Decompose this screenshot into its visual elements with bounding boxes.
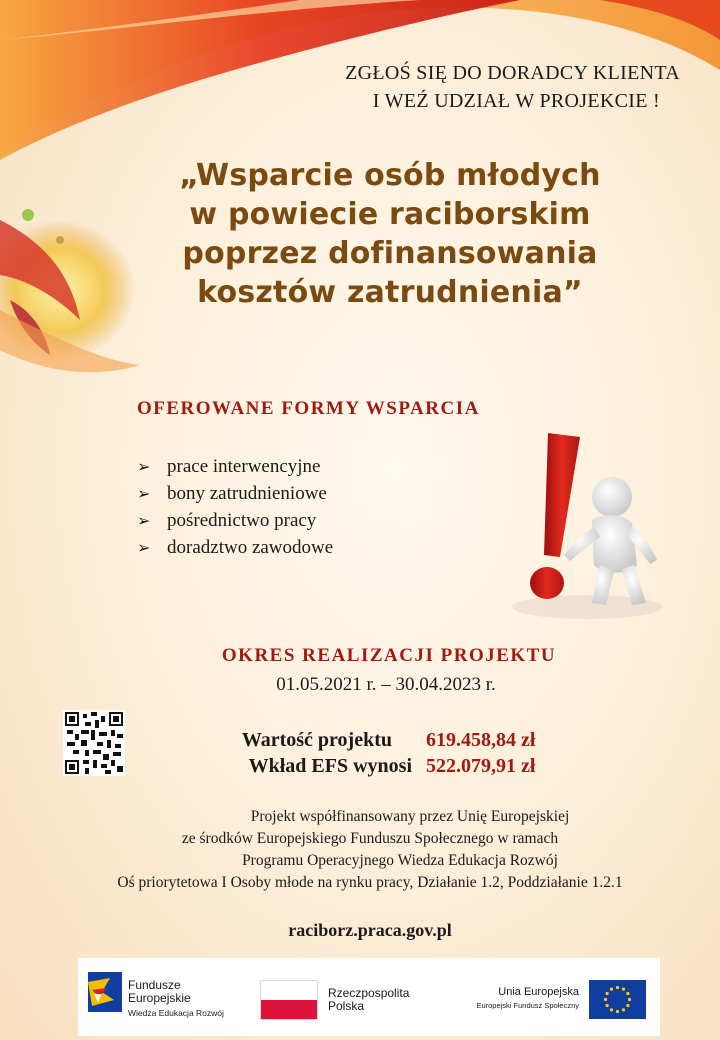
eu-star [628,998,631,1001]
eu-star [622,988,625,991]
project-value: 619.458,84 zł [426,729,536,751]
title-line-1: „Wsparcie osób młodych [179,158,601,193]
header-line-1: ZGŁOŚ SIĘ DO DORADCY KLIENTA [345,62,680,84]
rp-logo-text-2: Polska [328,999,365,1013]
eu-star [616,1010,619,1013]
support-list [137,453,333,561]
qr-code [63,710,125,776]
logo-bar [78,958,660,1036]
rp-logo-text-1: Rzeczpospolita [328,986,410,1000]
website-link[interactable]: raciborz.praca.gov.pl [288,920,452,940]
eu-star [610,988,613,991]
eu-flag-icon [589,980,646,1019]
polish-flag-icon [260,980,318,1020]
support-heading: OFEROWANE FORMY WSPARCIA [137,398,480,419]
footer-line-3: Programu Operacyjnego Wiedza Edukacja Rozwój [242,852,558,869]
period-dates: 01.05.2021 r. – 30.04.2023 r. [276,674,496,695]
exclamation-figure-illustration [492,425,667,625]
arrow-bullet-icon: ➢ [137,459,151,476]
eu-star [610,1008,613,1011]
footer-line-1: Projekt współfinansowany przez Unię Europejskiej [250,808,570,825]
list-item: ➢ doradztwo zawodowe [137,534,333,561]
fe-logo-text-2: Europejskie [128,991,191,1005]
arrow-bullet-icon: ➢ [137,513,151,530]
arrow-bullet-icon: ➢ [137,540,151,557]
fe-logo-icon [88,972,122,1012]
title-line-2: w powiecie raciborskim [189,197,591,232]
eu-star [626,992,629,995]
fe-logo-text-1: Fundusze [128,978,181,992]
title-line-3: poprzez dofinansowania [182,236,598,271]
footer-line-4: Oś priorytetowa I Osoby młode na rynku pracy, Działanie 1.2, Poddziałanie 1.2.1 [117,874,623,891]
period-heading: OKRES REALIZACJI PROJEKTU [221,645,557,666]
eu-star [626,1004,629,1007]
eu-star [604,998,607,1001]
title-line-4: kosztów zatrudnienia” [197,275,583,310]
eu-logo-text-1: Unia Europejska [498,986,579,998]
eu-star [622,1008,625,1011]
eu-star [606,1004,609,1007]
list-item: ➢ pośrednictwo pracy [137,507,333,534]
efs-value: 522.079,91 zł [426,755,536,777]
efs-value-label: Wkład EFS wynosi [248,755,412,777]
footer-line-2: ze środków Europejskiego Funduszu Społecznego w ramach [181,830,559,847]
project-value-label: Wartość projektu [241,729,392,751]
eu-logo-text-2: Europejski Fundusz Społeczny [476,1001,579,1010]
fe-logo-text-3: Wiedza Edukacja Rozwój [128,1008,224,1018]
arrow-bullet-icon: ➢ [137,486,151,503]
header-line-2: I WEŹ UDZIAŁ W PROJEKCIE ! [372,90,660,112]
eu-star [606,992,609,995]
list-item: ➢ bony zatrudnieniowe [137,480,333,507]
eu-star [616,986,619,989]
list-item: ➢ prace interwencyjne [137,453,333,480]
